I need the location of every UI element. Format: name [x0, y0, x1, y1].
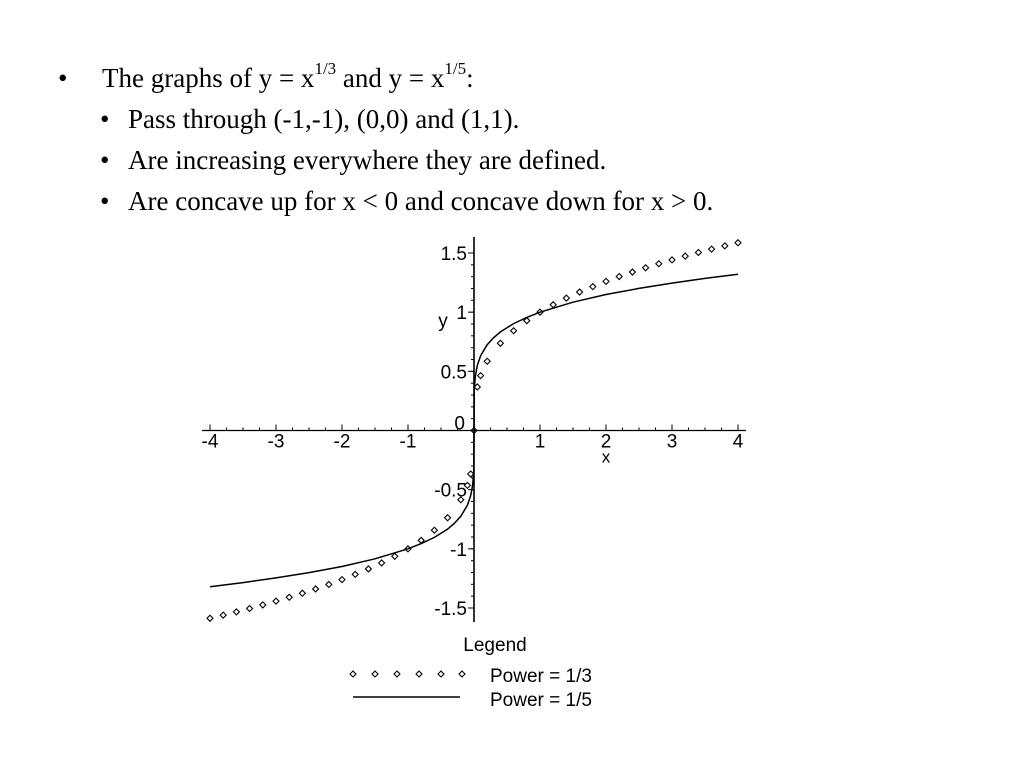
series-point-power-1-3 — [656, 261, 662, 267]
x-tick-label: 1 — [534, 431, 546, 453]
series-point-power-1-3 — [313, 586, 319, 592]
legend-marker-power-1-3 — [416, 671, 422, 677]
y-axis-label: y — [438, 311, 448, 333]
bullet-marker: • — [100, 186, 110, 216]
series-point-power-1-3 — [445, 515, 451, 521]
legend-title: Legend — [463, 635, 527, 656]
legend-label-power-1-3: Power = 1/3 — [490, 666, 592, 687]
series-point-power-1-3 — [563, 295, 569, 301]
series-point-power-1-3 — [299, 590, 305, 596]
legend-marker-power-1-3 — [372, 671, 378, 677]
series-point-power-1-3 — [669, 257, 675, 263]
x-tick-label: -3 — [267, 431, 285, 453]
x-axis-label: x — [601, 447, 611, 467]
series-point-power-1-3 — [695, 250, 701, 256]
y-tick-label: 1 — [456, 303, 467, 325]
series-point-power-1-3 — [616, 274, 622, 280]
y-tick-label: -1 — [450, 539, 467, 561]
series-point-power-1-3 — [326, 581, 332, 587]
series-point-power-1-3 — [603, 278, 609, 284]
series-point-power-1-3 — [379, 560, 385, 566]
series-point-power-1-3 — [511, 328, 517, 334]
series-point-power-1-3 — [220, 612, 226, 618]
sub-bullet-text: Are increasing everywhere they are defined. — [128, 145, 607, 175]
series-point-power-1-3 — [682, 253, 688, 259]
bullet-marker: • — [100, 145, 110, 175]
series-point-power-1-3 — [339, 577, 345, 583]
x-tick-label: 2 — [600, 431, 612, 453]
series-point-power-1-3 — [735, 240, 741, 246]
series-point-power-1-3 — [577, 289, 583, 295]
series-point-power-1-3 — [286, 594, 292, 600]
x-tick-label: -4 — [201, 431, 219, 453]
x-tick-label: -2 — [333, 431, 351, 453]
main-bullet-suffix: : — [466, 63, 474, 93]
sub-bullet-text: Are concave up for x < 0 and concave down for x > 0. — [128, 186, 714, 216]
series-point-power-1-3 — [497, 340, 503, 346]
x-tick-label: 0 — [454, 413, 465, 435]
legend-label-power-1-5: Power = 1/5 — [490, 690, 592, 711]
legend-marker-power-1-3 — [350, 671, 356, 677]
bullet-marker: • — [58, 63, 68, 93]
series-point-power-1-3 — [260, 602, 266, 608]
series-point-power-1-3 — [484, 358, 490, 364]
bullet-marker: • — [100, 104, 110, 134]
main-bullet-prefix: The graphs of y = x — [102, 63, 315, 93]
x-tick-label: 4 — [732, 431, 744, 453]
series-point-power-1-3 — [365, 566, 371, 572]
y-tick-label: 0.5 — [440, 362, 467, 384]
series-point-power-1-3 — [352, 571, 358, 577]
series-point-power-1-3 — [722, 243, 728, 249]
sub-bullet-text: Pass through (-1,-1), (0,0) and (1,1). — [128, 104, 520, 134]
series-point-power-1-3 — [629, 269, 635, 275]
legend-marker-power-1-3 — [438, 671, 444, 677]
series-point-power-1-3 — [590, 284, 596, 290]
main-bullet-middle: and y = x — [336, 63, 445, 93]
legend-marker-power-1-3 — [459, 671, 465, 677]
legend-marker-power-1-3 — [394, 671, 400, 677]
series-point-power-1-3 — [207, 615, 213, 621]
x-tick-label: 3 — [666, 431, 678, 453]
series-point-power-1-3 — [233, 609, 239, 615]
y-tick-label: -0.5 — [434, 480, 467, 502]
series-point-power-1-3 — [643, 265, 649, 271]
x-tick-label: -1 — [399, 431, 417, 453]
y-tick-label: 1.5 — [440, 244, 467, 265]
exponent-one-fifth: 1/5 — [444, 59, 467, 78]
series-point-power-1-3 — [709, 246, 715, 252]
series-point-power-1-3 — [273, 598, 279, 604]
series-point-power-1-3 — [478, 373, 484, 379]
series-point-power-1-3 — [247, 605, 253, 611]
exponent-one-third: 1/3 — [314, 59, 337, 78]
series-point-power-1-3 — [431, 527, 437, 533]
y-tick-label: -1.5 — [434, 599, 467, 620]
